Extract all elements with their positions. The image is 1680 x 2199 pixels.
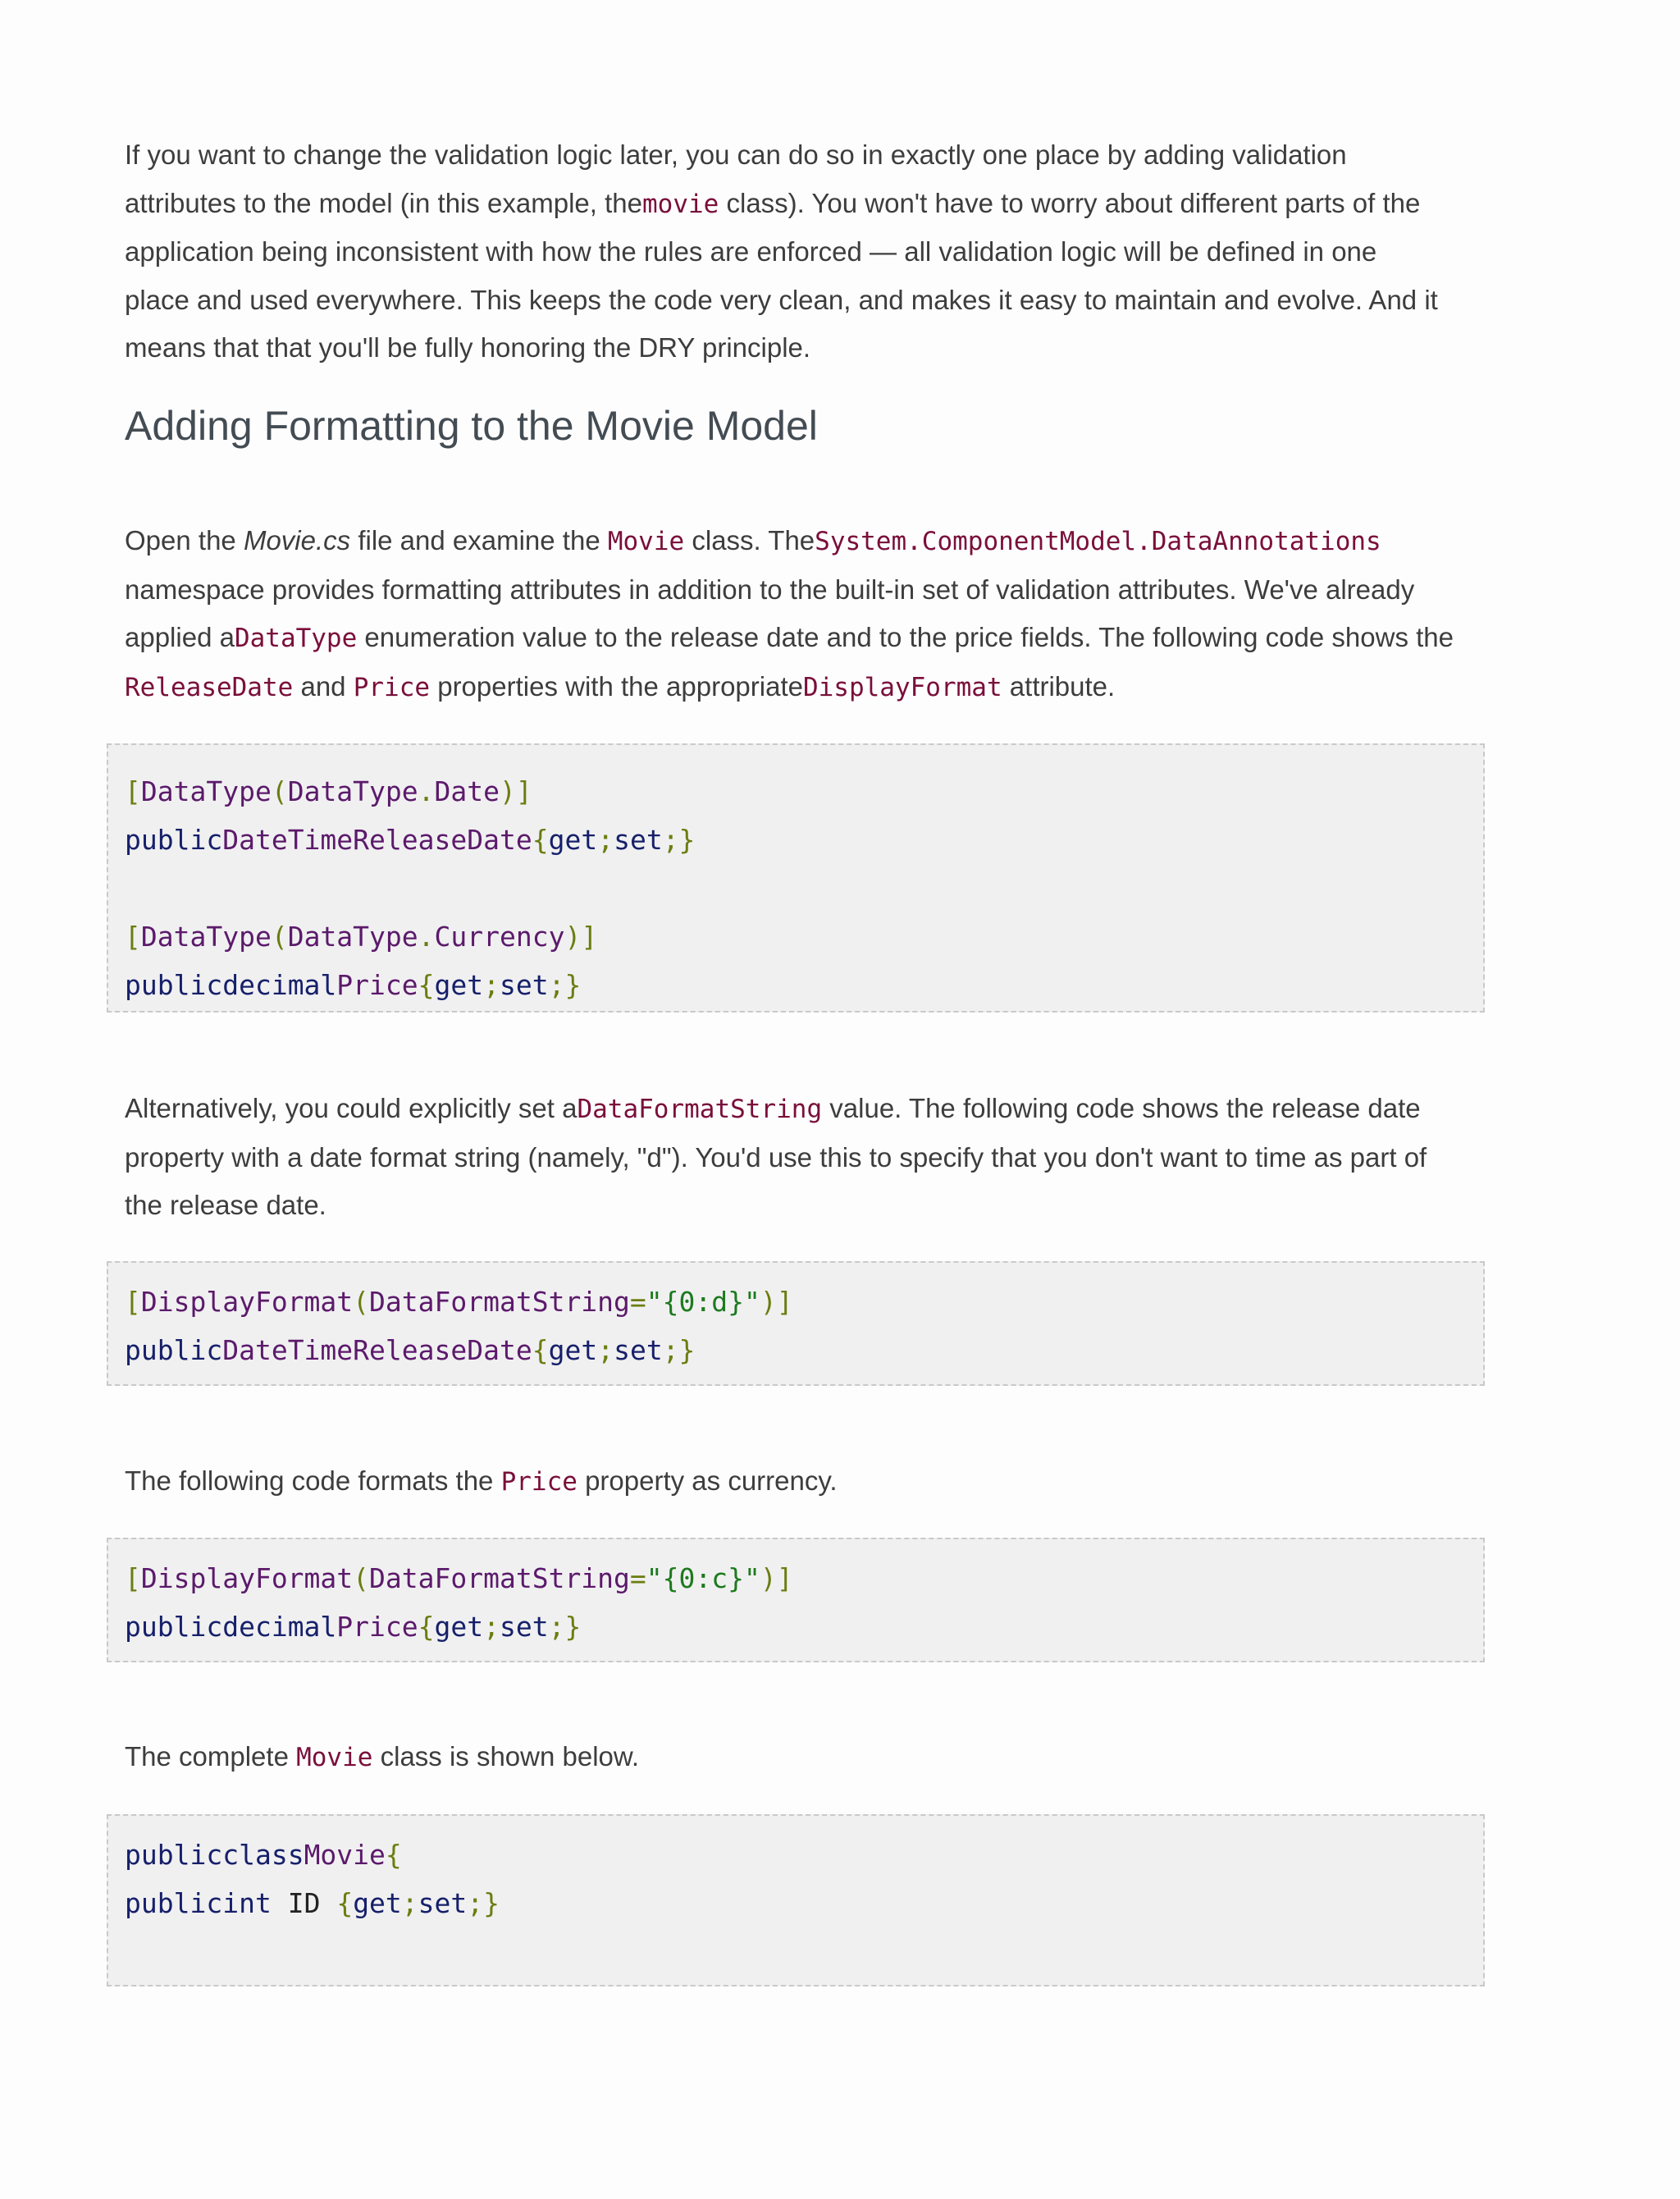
inline-code: Movie [296, 1743, 373, 1772]
text-line: property with a date format string (namely, "d"). You'd use this to specify that you don't want to time as part of [125, 1141, 1427, 1173]
code-line-blank [125, 864, 1483, 912]
text-line: The complete Movie class is shown below. [125, 1741, 640, 1772]
text-line: If you want to change the validation logic later, you can do so in exactly one place by adding validation [125, 139, 1347, 170]
code-line: publicclassMovie{ [125, 1839, 402, 1871]
code-line: [DataType(DataType.Currency)] [125, 921, 598, 953]
inline-code: movie [642, 189, 719, 219]
text-line: application being inconsistent with how the rules are enforced — all validation logic will be defined in one [125, 236, 1377, 267]
text-line: The following code formats the Price property as currency. [125, 1465, 838, 1497]
inline-code: DisplayFormat [802, 672, 1002, 702]
paragraph-formatting [125, 517, 1486, 711]
text-line: Open the Movie.cs file and examine the Movie class. TheSystem.ComponentModel.DataAnnotations [125, 525, 1381, 556]
code-block-datatype [107, 743, 1485, 1013]
paragraph-dataformatstring [125, 1085, 1486, 1230]
text-line: applied aDataType enumeration value to the release date and to the price fields. The following code shows the [125, 622, 1454, 654]
text-line: namespace provides formatting attributes in addition to the built-in set of validation attributes. We've already [125, 574, 1415, 605]
inline-code: DataType [234, 624, 358, 654]
code-block-date-format [107, 1261, 1485, 1386]
code-line: [DataType(DataType.Date)] [125, 775, 532, 807]
code-block-currency-format [107, 1538, 1485, 1662]
text-line: the release date. [125, 1190, 326, 1221]
code-block-movie-class [107, 1814, 1485, 1986]
paragraph-validation [125, 131, 1486, 373]
inline-code: Movie [607, 527, 685, 556]
code-line: publicdecimalPrice{get;set;} [125, 969, 582, 1001]
code-line: publicDateTimeReleaseDate{get;set;} [125, 1334, 696, 1366]
text-line: Alternatively, you could explicitly set aDataFormatString value. The following code shows the release date [125, 1093, 1421, 1124]
text-line: place and used everywhere. This keeps the code very clean, and makes it easy to maintain and evolve. And it [125, 284, 1438, 315]
inline-code: System.ComponentModel.DataAnnotations [815, 527, 1381, 556]
section-heading: Adding Formatting to the Movie Model [125, 403, 818, 449]
text-line: ReleaseDate and Price properties with the appropriateDisplayFormat attribute. [125, 670, 1116, 702]
code-line: publicdecimalPrice{get;set;} [125, 1611, 582, 1643]
inline-code: DataFormatString [577, 1095, 823, 1124]
code-line: publicint ID {get;set;} [125, 1887, 500, 1919]
inline-code: ReleaseDate [125, 672, 294, 702]
code-line: [DisplayFormat(DataFormatString="{0:d}")] [125, 1286, 793, 1318]
code-line: publicDateTimeReleaseDate{get;set;} [125, 824, 696, 856]
text-line: means that that you'll be fully honoring the DRY principle. [125, 332, 811, 363]
paragraph-currency [125, 1457, 1486, 1506]
filename: Movie.cs [243, 525, 351, 555]
inline-code: Price [353, 672, 431, 702]
code-line: [DisplayFormat(DataFormatString="{0:c}")] [125, 1562, 793, 1594]
paragraph-complete-class [125, 1733, 1486, 1782]
text-line: attributes to the model (in this example, themovie class). You won't have to worry about different parts of the [125, 187, 1421, 219]
inline-code: Price [500, 1467, 578, 1497]
